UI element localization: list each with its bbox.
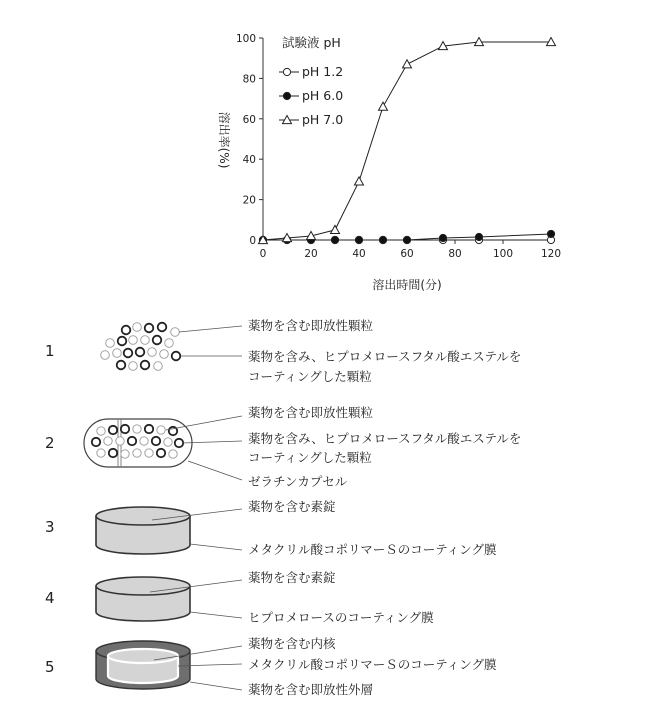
x-tick-label: 120: [540, 248, 562, 260]
diagram-1: [45, 318, 521, 384]
data-point: [403, 236, 410, 243]
y-tick-label: 100: [235, 33, 256, 45]
label-coated-granule-line1: 薬物を含み、ヒプロメロースフタル酸エステルを: [248, 431, 522, 446]
legend-label: pH 6.0: [302, 88, 344, 103]
legend-entry: [279, 112, 343, 127]
legend-marker: [283, 68, 290, 75]
x-tick-label: 0: [259, 248, 267, 260]
layered-tablet: [96, 641, 190, 689]
diagram-2: [45, 405, 521, 489]
y-tick-label: 40: [242, 154, 256, 167]
data-point: [547, 230, 554, 237]
label-coated-granule-line2: コーティングした顆粒: [248, 369, 372, 384]
data-point: [355, 236, 362, 243]
diagram-number: 1: [45, 342, 55, 360]
y-axis-title: 溶出率(%): [217, 111, 231, 169]
x-tick-label: 20: [304, 248, 318, 260]
label-core-tablet: 薬物を含む素錠: [248, 570, 336, 585]
data-point: [355, 177, 364, 185]
x-ticks: [260, 240, 561, 260]
data-point: [379, 102, 388, 110]
diagram-3: [45, 499, 497, 557]
label-coated-granule-line1: 薬物を含み、ヒプロメロースフタル酸エステルを: [248, 349, 522, 364]
label-methacrylic-coating: メタクリル酸コポリマーＳのコーティング膜: [248, 657, 497, 672]
label-core-tablet: 薬物を含む素錠: [248, 499, 336, 514]
x-tick-label: 60: [400, 248, 414, 260]
y-tick-label: 0: [249, 235, 256, 247]
diagram-number: 3: [45, 518, 55, 536]
diagram-number: 2: [45, 434, 55, 452]
legend-entry: [279, 88, 343, 103]
y-tick-label: 20: [242, 194, 256, 207]
coated-tablet: [96, 577, 190, 621]
legend-label: pH 1.2: [302, 64, 344, 79]
dissolution-chart: [217, 33, 561, 292]
y-tick-label: 60: [242, 113, 256, 126]
label-gelatin-capsule: ゼラチンカプセル: [248, 474, 348, 489]
data-point: [379, 236, 386, 243]
granule-cluster: [101, 323, 181, 371]
label-immediate-release-granule: 薬物を含む即放性顆粒: [248, 405, 374, 420]
diagram-number: 5: [45, 658, 55, 676]
diagram-number: 4: [45, 589, 55, 607]
diagram-4: [45, 570, 434, 625]
legend-label: pH 7.0: [302, 112, 344, 127]
x-tick-label: 100: [492, 248, 514, 260]
x-tick-label: 80: [448, 248, 462, 260]
x-axis-title: 溶出時間(分): [372, 278, 442, 292]
legend-marker: [283, 92, 290, 99]
y-tick-label: 80: [242, 73, 256, 86]
label-immediate-release-granule: 薬物を含む即放性顆粒: [248, 318, 374, 333]
legend-entry: [279, 64, 343, 79]
label-hypromellose-coating: ヒプロメロースのコーティング膜: [248, 610, 434, 625]
x-tick-label: 40: [352, 248, 366, 260]
coated-tablet: [96, 507, 190, 554]
data-point: [439, 234, 446, 241]
legend: [279, 35, 343, 127]
label-immediate-release-outer-layer: 薬物を含む即放性外層: [248, 682, 374, 697]
legend-items: [279, 64, 343, 127]
label-coated-granule-line2: コーティングした顆粒: [248, 450, 372, 465]
data-point: [331, 225, 340, 233]
data-point: [475, 233, 482, 240]
label-inner-core: 薬物を含む内核: [248, 636, 336, 651]
label-methacrylic-coating: メタクリル酸コポリマーＳのコーティング膜: [248, 542, 497, 557]
legend-title: 試験液 pH: [282, 35, 341, 50]
data-point: [331, 236, 338, 243]
data-point: [403, 60, 412, 68]
y-ticks: [236, 33, 263, 247]
diagram-5: [45, 636, 497, 697]
